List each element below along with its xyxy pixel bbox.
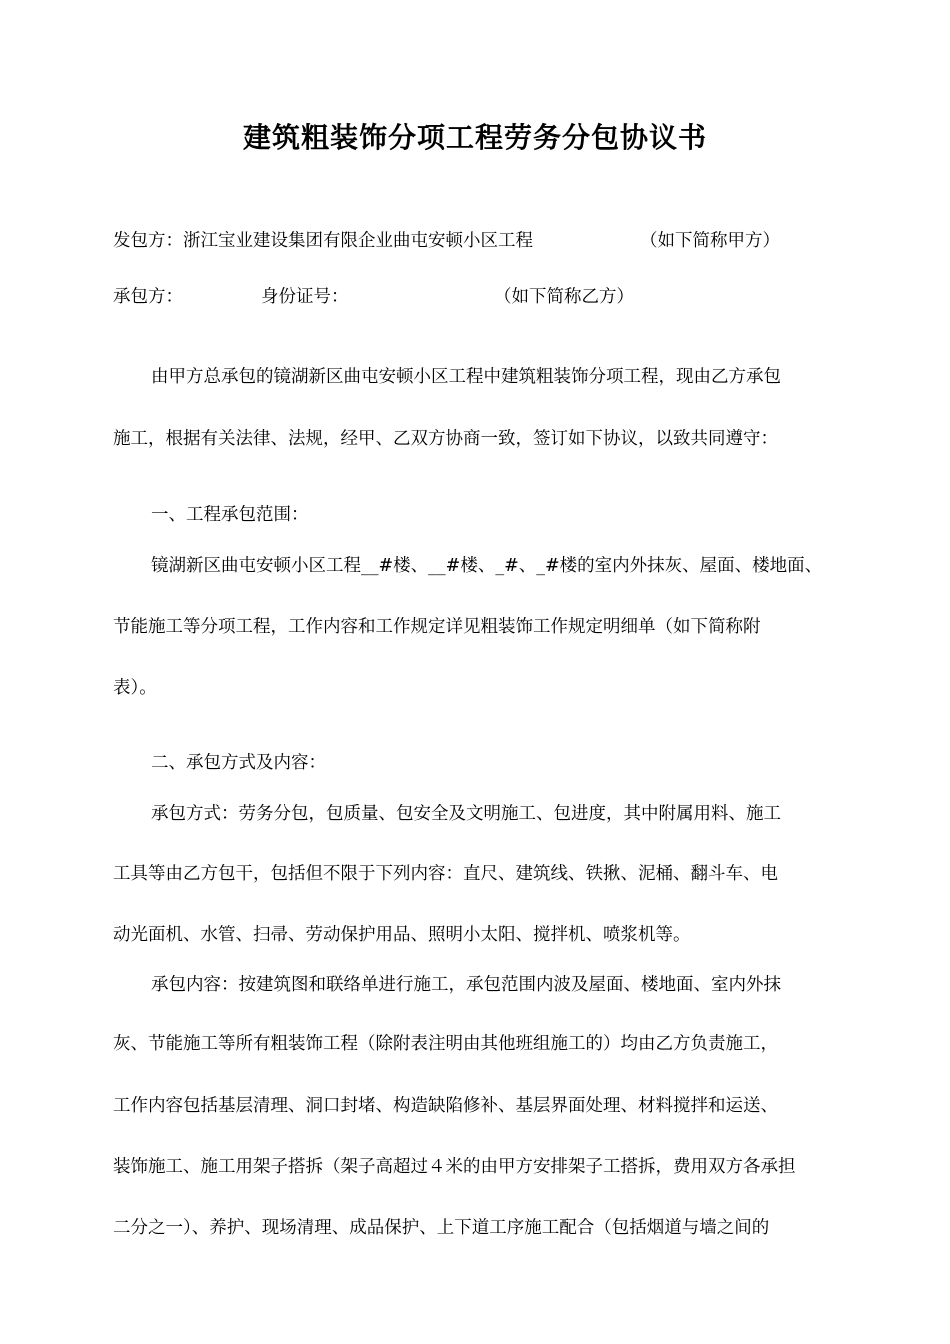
- section2-content-line-1: 承包内容：按建筑图和联络单进行施工，承包范围内波及屋面、楼地面、室内外抹: [151, 975, 781, 995]
- party-b-id-label: 身份证号：: [261, 287, 349, 307]
- section2-heading: 二、承包方式及内容：: [151, 753, 326, 773]
- section2-content-line-5: 二分之一）、养护、现场清理、成品保护、上下道工序施工配合（包括烟道与墙之间的: [113, 1218, 770, 1238]
- section1-line-3: 表）。: [113, 678, 157, 698]
- section2-method-line-2: 工具等由乙方包干，包括但不限于下列内容：直尺、建筑线、铁揪、泥桶、翻斗车、电: [113, 864, 778, 884]
- party-b-label: 承包方：: [113, 287, 183, 307]
- section2-content-line-4: 装饰施工、施工用架子搭拆（架子高超过４米的由甲方安排架子工搭拆，费用双方各承担: [113, 1157, 796, 1177]
- section2-content-line-2: 灰、节能施工等所有粗装饰工程（除附表注明由其他班组施工的）均由乙方负责施工，: [113, 1034, 778, 1054]
- section1-line-1: 镜湖新区曲屯安顿小区工程__#楼、__#楼、_#、_#楼的室内外抹灰、屋面、楼地面、: [151, 556, 823, 576]
- party-a-alias: （如下简称甲方）: [640, 231, 780, 251]
- section2-method-line-1: 承包方式：劳务分包，包质量、包安全及文明施工、包进度，其中附属用料、施工: [151, 804, 781, 824]
- party-b-alias: （如下简称乙方）: [494, 287, 634, 307]
- party-a-line: [113, 228, 873, 254]
- party-a-label: 发包方：浙江宝业建设集团有限企业曲屯安顿小区工程: [113, 231, 533, 251]
- intro-line-2: 施工，根据有关法律、法规，经甲、乙双方协商一致，签订如下协议，以致共同遵守：: [113, 429, 778, 449]
- document-title: 建筑粗装饰分项工程劳务分包协议书: [242, 121, 707, 154]
- section1-heading: 一、工程承包范围：: [151, 505, 309, 525]
- intro-line-1: 由甲方总承包的镜湖新区曲屯安顿小区工程中建筑粗装饰分项工程，现由乙方承包: [151, 367, 781, 387]
- section1-line-2: 节能施工等分项工程，工作内容和工作规定详见粗装饰工作规定明细单（如下简称附: [113, 617, 761, 637]
- section2-content-line-3: 工作内容包括基层清理、洞口封堵、构造缺陷修补、基层界面处理、材料搅拌和运送、: [113, 1096, 778, 1116]
- party-b-line: [113, 284, 873, 310]
- section2-method-line-3: 动光面机、水管、扫帚、劳动保护用品、照明小太阳、搅拌机、喷浆机等。: [113, 925, 691, 945]
